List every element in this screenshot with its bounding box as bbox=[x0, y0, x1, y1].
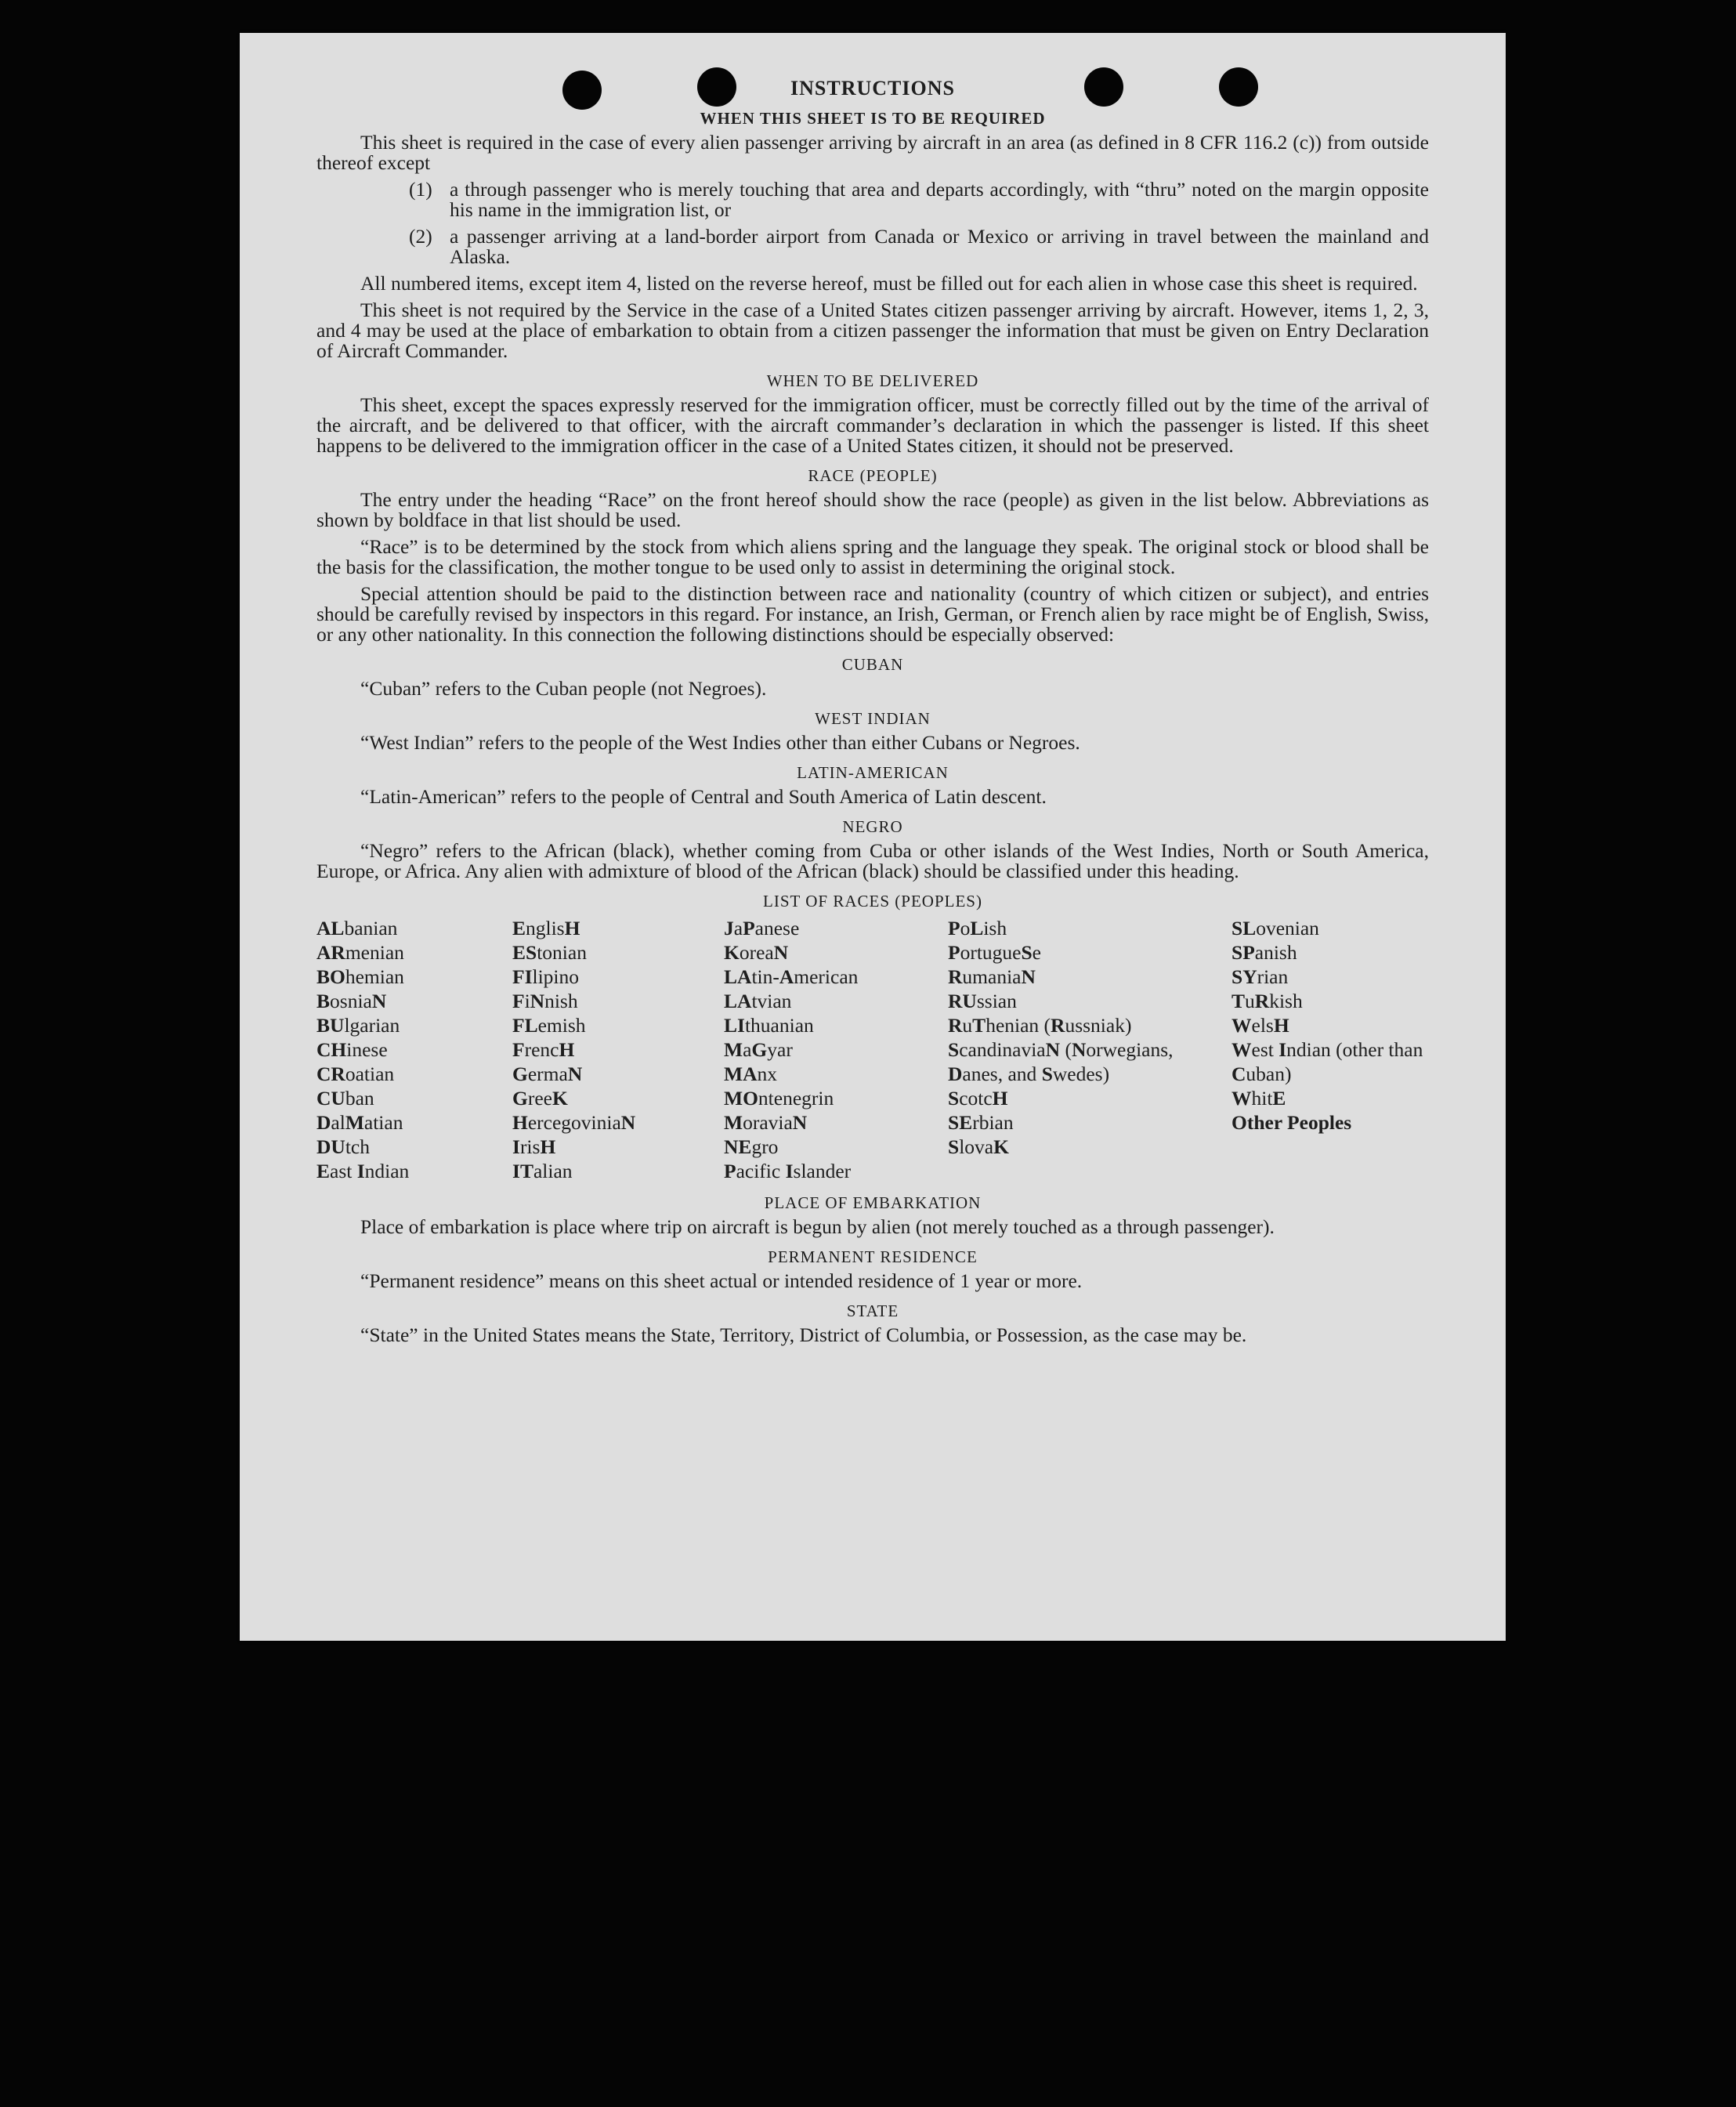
section-heading: WHEN THIS SHEET IS TO BE REQUIRED bbox=[700, 109, 1046, 128]
section-heading: PERMANENT RESIDENCE bbox=[768, 1247, 978, 1266]
race-entry: ITalian bbox=[512, 1160, 573, 1182]
section-heading: PLACE OF EMBARKATION bbox=[764, 1193, 982, 1212]
item-number: (2) bbox=[409, 225, 432, 248]
section-heading: RACE (PEOPLE) bbox=[808, 466, 938, 485]
race-entry: SPanish bbox=[1231, 941, 1297, 964]
race-entry: TuRkish bbox=[1231, 990, 1303, 1012]
section-heading: WHEN TO BE DELIVERED bbox=[766, 371, 979, 390]
paragraph: This sheet, except the spaces expressly reserved for the immigration officer, must be correctly filled out by the time of the arrival of the aircraft, and be delivered to that officer, with the aircraft commander’s declaration in which the passenger is listed. If this sheet happens to be delivered to the immigration officer in the case of a United States citizen, it should not be preserved. bbox=[316, 393, 1429, 457]
race-entry: MaGyar bbox=[724, 1038, 793, 1061]
race-entry: PortugueSe bbox=[948, 941, 1041, 964]
race-entry: CUban bbox=[316, 1087, 374, 1110]
race-entry: EStonian bbox=[512, 941, 587, 964]
races-column bbox=[948, 916, 1231, 1183]
race-entry: West Indian (other than Cuban) bbox=[1231, 1038, 1423, 1085]
race-entry: MAnx bbox=[724, 1063, 777, 1085]
race-entry: ScotcH bbox=[948, 1087, 1008, 1110]
race-entry: EnglisH bbox=[512, 917, 580, 939]
paragraph: “Race” is to be determined by the stock from which aliens spring and the language they speak. The original stock or blood shall be the basis for the classification, the mother tongue to be used only to assist in determining the original stock. bbox=[316, 535, 1429, 578]
race-entry: SErbian bbox=[948, 1111, 1014, 1134]
race-entry: LIthuanian bbox=[724, 1014, 814, 1037]
race-entry: ARmenian bbox=[316, 941, 404, 964]
paragraph: “West Indian” refers to the people of the West Indies other than either Cubans or Negroes. bbox=[360, 731, 1080, 754]
instructions-content bbox=[316, 78, 1429, 1352]
section-heading: WEST INDIAN bbox=[815, 709, 931, 728]
race-entry: LAtin-American bbox=[724, 965, 859, 988]
paragraph: “Permanent residence” means on this sheet actual or intended residence of 1 year or more. bbox=[360, 1269, 1083, 1292]
section-heading: NEGRO bbox=[842, 817, 903, 836]
race-entry: PoLish bbox=[948, 917, 1007, 939]
list-item bbox=[409, 226, 1429, 267]
races-column bbox=[512, 916, 724, 1183]
race-entry: KoreaN bbox=[724, 941, 789, 964]
race-entry: Pacific Islander bbox=[724, 1160, 852, 1182]
race-entry: BOhemian bbox=[316, 965, 404, 988]
paragraph: “Negro” refers to the African (black), whether coming from Cuba or other islands of the West Indies, North or South America, Europe, or Africa. Any alien with admixture of blood of the African (black) should be classified under this heading. bbox=[316, 839, 1429, 882]
race-entry: WelsH bbox=[1231, 1014, 1289, 1037]
race-entry: FrencH bbox=[512, 1038, 575, 1061]
race-entry: GreeK bbox=[512, 1087, 568, 1110]
race-entry: CRoatian bbox=[316, 1063, 395, 1085]
races-column bbox=[316, 916, 512, 1183]
races-list bbox=[316, 916, 1429, 1183]
race-entry: ALbanian bbox=[316, 917, 398, 939]
race-entry: RuThenian (Russniak) bbox=[948, 1014, 1132, 1037]
paragraph: “State” in the United States means the State, Territory, District of Columbia, or Possession, as the case may be. bbox=[360, 1323, 1247, 1346]
race-entry: CHinese bbox=[316, 1038, 388, 1061]
race-entry: BUlgarian bbox=[316, 1014, 400, 1037]
race-entry: FiNnish bbox=[512, 990, 578, 1012]
race-entry: DalMatian bbox=[316, 1111, 403, 1134]
paragraph: “Cuban” refers to the Cuban people (not Negroes). bbox=[360, 677, 767, 700]
race-entry: MOntenegrin bbox=[724, 1087, 834, 1110]
race-entry: SYrian bbox=[1231, 965, 1289, 988]
race-entry: BosniaN bbox=[316, 990, 387, 1012]
race-entry: HercegoviniaN bbox=[512, 1111, 636, 1134]
page-title: INSTRUCTIONS bbox=[790, 77, 955, 100]
race-entry: LAtvian bbox=[724, 990, 792, 1012]
paragraph: The entry under the heading “Race” on the front hereof should show the race (people) as given in the list below. Abbreviations as shown by boldface in that list should be used. bbox=[316, 488, 1429, 531]
list-item bbox=[409, 179, 1429, 220]
item-number: (1) bbox=[409, 178, 432, 201]
document-sheet bbox=[240, 33, 1506, 1641]
race-entry: IrisH bbox=[512, 1135, 556, 1158]
paragraph: This sheet is not required by the Service in the case of a United States citizen passenger arriving by aircraft. However, items 1, 2, 3, and 4 may be used at the place of embarkation to obtain from a citizen passenger the information that must be given on Entry Declaration of Aircraft Commander. bbox=[316, 299, 1429, 362]
race-entry: ScandinaviaN (Norwegians, Danes, and Swedes) bbox=[948, 1038, 1174, 1085]
races-heading: LIST OF RACES (PEOPLES) bbox=[763, 892, 982, 910]
race-entry: FIlipino bbox=[512, 965, 580, 988]
race-entry: FLemish bbox=[512, 1014, 586, 1037]
section-heading: CUBAN bbox=[841, 655, 904, 674]
paragraph: Place of embarkation is place where trip on aircraft is begun by alien (not merely touched as a through passenger). bbox=[360, 1215, 1275, 1238]
race-entry: SLovenian bbox=[1231, 917, 1319, 939]
race-entry: SlovaK bbox=[948, 1135, 1009, 1158]
paragraph: This sheet is required in the case of every alien passenger arriving by aircraft in an area (as defined in 8 CFR 116.2 (c)) from outside thereof except bbox=[316, 131, 1429, 174]
race-entry: DUtch bbox=[316, 1135, 370, 1158]
races-column bbox=[724, 916, 948, 1183]
race-entry: RumaniaN bbox=[948, 965, 1036, 988]
paragraph: “Latin-American” refers to the people of Central and South America of Latin descent. bbox=[360, 785, 1047, 808]
paragraph: All numbered items, except item 4, listed on the reverse hereof, must be filled out for each alien in whose case this sheet is required. bbox=[360, 272, 1418, 295]
race-entry: Other Peoples bbox=[1231, 1111, 1352, 1134]
item-text: a through passenger who is merely touching that area and departs accordingly, with “thru” noted on the margin opposite his name in the immigration list, or bbox=[450, 178, 1429, 221]
race-entry: JaPanese bbox=[724, 917, 800, 939]
item-text: a passenger arriving at a land-border airport from Canada or Mexico or arriving in travel between the mainland and Alaska. bbox=[450, 225, 1429, 268]
race-entry: GermaN bbox=[512, 1063, 583, 1085]
section-heading: STATE bbox=[846, 1301, 899, 1320]
race-entry: East Indian bbox=[316, 1160, 410, 1182]
paragraph: Special attention should be paid to the distinction between race and nationality (country of which citizen or subject), and entries should be carefully revised by inspectors in this regard. For instance, an Irish, German, or French alien by race might be of English, Swiss, or any other nationality. In this connection the following distinctions should be especially observed: bbox=[316, 582, 1429, 646]
race-entry: RUssian bbox=[948, 990, 1017, 1012]
races-column bbox=[1231, 916, 1429, 1183]
race-entry: WhitE bbox=[1231, 1087, 1286, 1110]
section-heading: LATIN-AMERICAN bbox=[797, 763, 949, 782]
race-entry: MoraviaN bbox=[724, 1111, 808, 1134]
race-entry: NEgro bbox=[724, 1135, 779, 1158]
